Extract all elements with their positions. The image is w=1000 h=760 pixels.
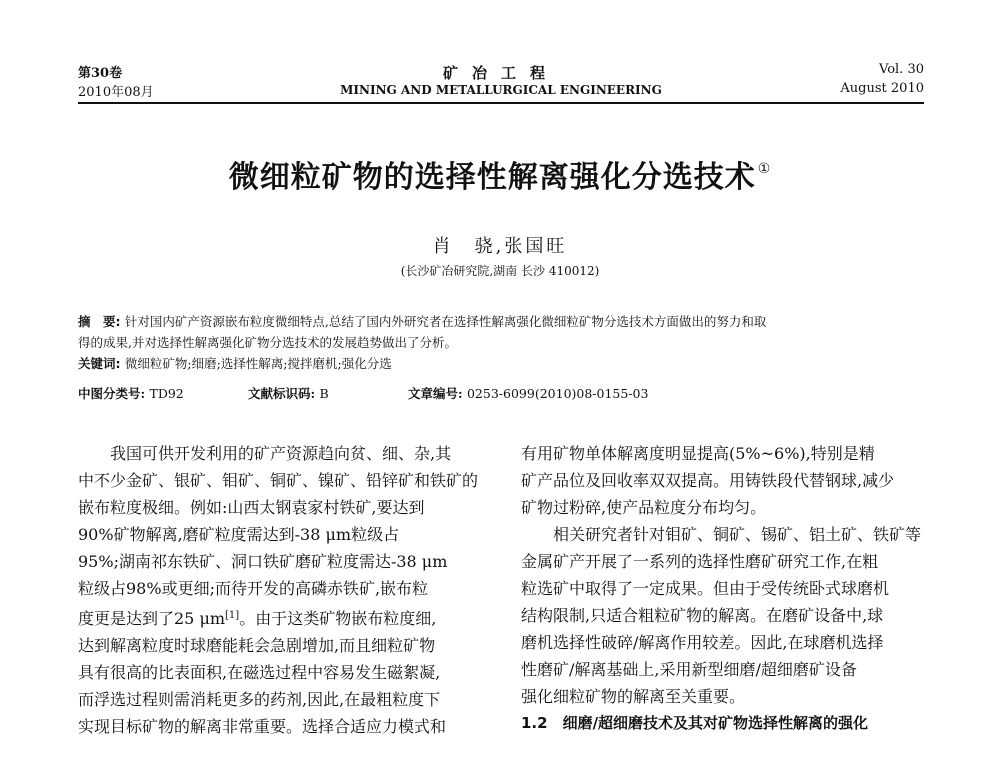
body-line: 性磨矿/解离基础上,采用新型细磨/超细磨矿设备 xyxy=(521,660,857,679)
abstract-line-2 xyxy=(78,332,924,353)
title-footnote-mark: ① xyxy=(757,161,772,177)
abstract-text-2: 得的成果,并对选择性解离强化矿物分选技术的发展趋势做出了分析。 xyxy=(78,335,457,350)
doc-code-label: 文献标识码: xyxy=(248,386,316,401)
abstract-text-1: 针对国内矿产资源嵌布粒度微细特点,总结了国内外研究者在选择性解离强化微细粒矿物分选技术方面做出的努力和取 xyxy=(124,314,767,329)
body-line: 我国可供开发利用的矿产资源趋向贫、细、杂,其 xyxy=(110,444,452,463)
volume-cn: 第30卷 xyxy=(78,66,123,81)
clc-value: TD92 xyxy=(149,386,184,401)
keywords-text: 微细粒矿物;细磨;选择性解离;搅拌磨机;强化分选 xyxy=(124,356,392,371)
body-line: 而浮选过程则需消耗更多的药剂,因此,在最粗粒度下 xyxy=(78,690,441,709)
authors: 肖 骁,张国旺 xyxy=(432,236,568,257)
keywords-label: 关键词: xyxy=(78,356,121,371)
body-line: 相关研究者针对钼矿、铜矿、锡矿、铝土矿、铁矿等 xyxy=(553,525,922,544)
body-line: 达到解离粒度时球磨能耗会急剧增加,而且细粒矿物 xyxy=(78,636,436,655)
doc-code-group xyxy=(248,384,329,402)
article-id-group xyxy=(408,384,648,402)
body-line: 磨机选择性破碎/解离作用较差。因此,在球磨机选择 xyxy=(521,633,884,652)
abstract-label: 摘 要: xyxy=(78,314,121,329)
title-text: 微细粒矿物的选择性解离强化分选技术 xyxy=(228,160,756,195)
abstract xyxy=(78,311,924,374)
body-line: 粒级占98%或更细;而待开发的高磷赤铁矿,嵌布粒 xyxy=(78,579,429,598)
body-line-part: 度更是达到了25 μm xyxy=(78,609,226,628)
body-line: 实现目标矿物的解离非常重要。选择合适应力模式和 xyxy=(78,717,447,736)
keywords-line xyxy=(78,353,924,374)
body-line: 粒选矿中取得了一定成果。但由于受传统卧式球磨机 xyxy=(521,579,890,598)
body-line: 金属矿产开展了一系列的选择性磨矿研究工作,在粗 xyxy=(521,552,879,571)
body-column-left xyxy=(78,440,493,740)
citation-ref-1: [1] xyxy=(225,610,240,621)
body-line: 矿物过粉碎,使产品粒度分布均匀。 xyxy=(521,498,767,517)
body-line: 结构限制,只适合粗粒矿物的解离。在磨矿设备中,球 xyxy=(521,606,884,625)
clc-group xyxy=(78,384,184,402)
body-line-with-citation xyxy=(78,602,493,632)
article-id-label: 文章编号: xyxy=(408,386,463,401)
body-line: 具有很高的比表面积,在磁选过程中容易发生磁絮凝, xyxy=(78,663,441,682)
body-line: 嵌布粒度极细。例如:山西太钢袁家村铁矿,要达到 xyxy=(78,498,425,517)
body-line: 矿产品位及回收率双双提高。用铸铁段代替钢球,减少 xyxy=(521,471,895,490)
abstract-line-1 xyxy=(78,311,924,332)
section-heading: 1.2 细磨/超细磨技术及其对矿物选择性解离的强化 xyxy=(521,714,869,732)
body-line: 强化细粒矿物的解离至关重要。 xyxy=(521,687,746,706)
clc-label: 中图分类号: xyxy=(78,386,146,401)
body-line: 95%;湖南祁东铁矿、洞口铁矿磨矿粒度需达-38 μm xyxy=(78,552,448,571)
doc-code-value: B xyxy=(319,386,329,401)
body-column-right xyxy=(521,440,926,737)
journal-title-en: MINING AND METALLURGICAL ENGINEERING xyxy=(340,83,662,97)
header-rule xyxy=(78,102,924,104)
running-header xyxy=(78,62,924,104)
affiliation: (长沙矿冶研究院,湖南 长沙 410012) xyxy=(400,264,600,278)
paper-title xyxy=(0,152,1000,196)
volume-en: Vol. 30 xyxy=(879,62,924,77)
body-line: 有用矿物单体解离度明显提高(5%~6%),特别是精 xyxy=(521,444,875,463)
body-line: 中不少金矿、银矿、钼矿、铜矿、镍矿、铅锌矿和铁矿的 xyxy=(78,471,479,490)
journal-title-cn: 矿冶工程 xyxy=(442,64,559,82)
body-line: 90%矿物解离,磨矿粒度需达到-38 μm粒级占 xyxy=(78,525,400,544)
article-id-value: 0253-6099(2010)08-0155-03 xyxy=(466,386,649,401)
date-en: August 2010 xyxy=(840,81,924,96)
body-line-part: 。由于这类矿物嵌布粒度细, xyxy=(239,609,437,628)
date-cn: 2010年08月 xyxy=(78,85,154,100)
